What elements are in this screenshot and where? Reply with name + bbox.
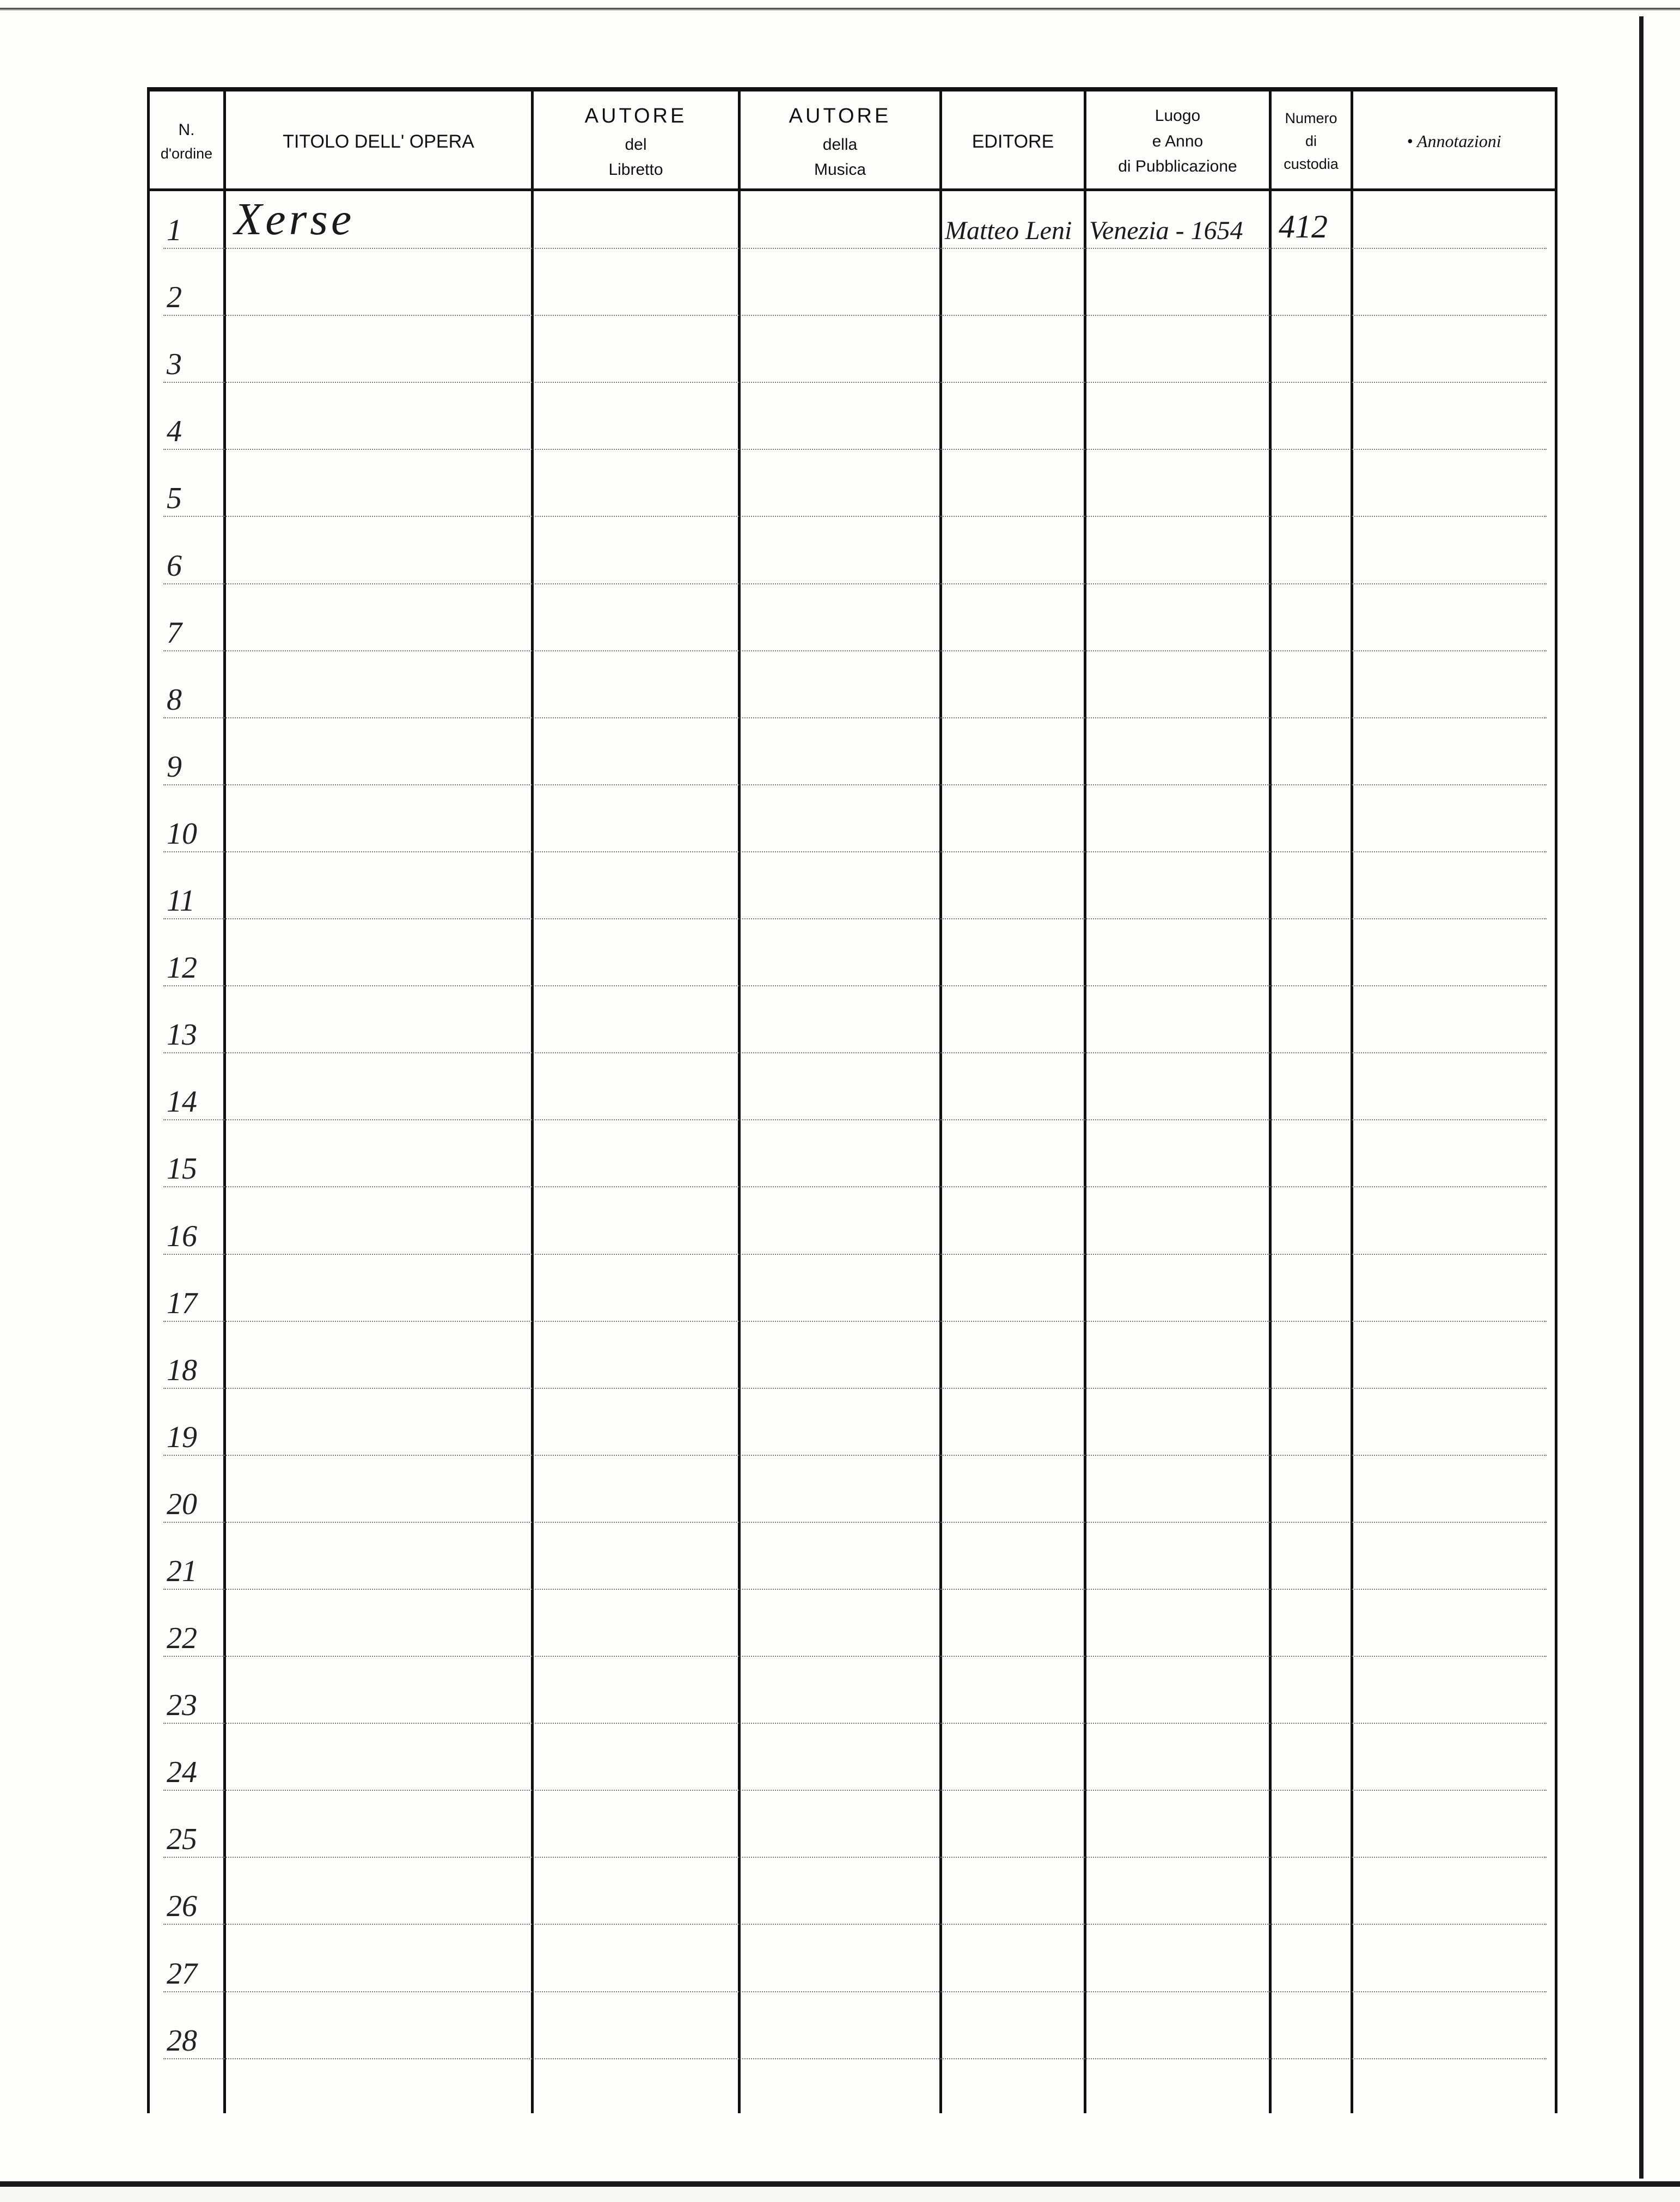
row-dotted-rule (163, 248, 1547, 249)
row-number: 10 (167, 816, 197, 851)
row-number: 18 (167, 1353, 197, 1387)
row-number: 6 (167, 548, 182, 583)
scan-edge-bottom-band (0, 2187, 1680, 2202)
table-row (147, 996, 1557, 1063)
row-dotted-rule (163, 1186, 1547, 1187)
header-composer-line2: della (822, 135, 858, 154)
row-number: 19 (167, 1420, 197, 1454)
entry-publisher: Matteo Leni (945, 216, 1072, 246)
row-dotted-rule (163, 1522, 1547, 1523)
scan-edge-top (0, 0, 1680, 13)
row-dotted-rule (163, 918, 1547, 919)
entry-place-year: Venezia - 1654 (1089, 216, 1243, 246)
table-row (147, 259, 1557, 326)
table-row (147, 1801, 1557, 1868)
row-dotted-rule (163, 382, 1547, 383)
header-order-line1: N. (178, 120, 195, 139)
row-dotted-rule (163, 985, 1547, 986)
table-row (147, 2002, 1557, 2069)
row-dotted-rule (163, 1589, 1547, 1590)
row-number: 2 (167, 280, 182, 315)
row-dotted-rule (163, 717, 1547, 718)
row-dotted-rule (163, 1991, 1547, 1992)
row-dotted-rule (163, 784, 1547, 785)
header-place-year (1086, 98, 1269, 185)
table-row (147, 1197, 1557, 1264)
row-number: 26 (167, 1889, 197, 1924)
header-custody-line3: custodia (1284, 155, 1339, 172)
row-dotted-rule (163, 1052, 1547, 1053)
table-body (147, 192, 1557, 2069)
row-number: 21 (167, 1554, 197, 1588)
table-row (147, 594, 1557, 661)
header-place-line3: di Pubblicazione (1118, 157, 1237, 176)
table-row (147, 795, 1557, 862)
header-librettist-line1: AUTORE (584, 105, 687, 128)
header-publisher (942, 98, 1084, 185)
table-row (147, 460, 1557, 527)
row-dotted-rule (163, 1321, 1547, 1322)
table-row (147, 1265, 1557, 1332)
table-row (147, 1935, 1557, 2002)
table-row (147, 1399, 1557, 1466)
register-table (147, 87, 1557, 2113)
row-number: 12 (167, 951, 197, 985)
row-dotted-rule (163, 315, 1547, 316)
row-dotted-rule (163, 851, 1547, 852)
row-number: 24 (167, 1755, 197, 1790)
header-librettist-line2: del (625, 135, 647, 154)
header-custody (1272, 98, 1351, 185)
header-librettist-line3: Libretto (608, 161, 663, 179)
row-number: 11 (167, 884, 195, 918)
table-row (147, 1667, 1557, 1734)
header-librettist (534, 98, 738, 185)
row-number: 17 (167, 1286, 197, 1320)
table-row (147, 1063, 1557, 1130)
row-number: 28 (167, 2023, 197, 2058)
row-dotted-rule (163, 516, 1547, 517)
row-number: 3 (167, 347, 182, 382)
header-order-number (150, 98, 223, 185)
row-dotted-rule (163, 1790, 1547, 1791)
row-number: 25 (167, 1822, 197, 1857)
header-composer-line3: Musica (814, 161, 866, 179)
header-order-line2: d'ordine (160, 145, 213, 162)
row-dotted-rule (163, 1656, 1547, 1657)
row-number: 7 (167, 615, 182, 650)
row-number: 14 (167, 1085, 197, 1119)
header-composer-line1: AUTORE (789, 105, 891, 128)
header-place-line2: e Anno (1152, 132, 1204, 150)
table-row (147, 393, 1557, 460)
header-publisher-text: EDITORE (972, 131, 1054, 152)
row-number: 23 (167, 1688, 197, 1723)
table-row (147, 1533, 1557, 1600)
row-dotted-rule (163, 1455, 1547, 1456)
row-number: 16 (167, 1219, 197, 1253)
row-number: 5 (167, 481, 182, 516)
row-number: 27 (167, 1956, 197, 1991)
table-row (147, 192, 1557, 259)
row-number: 22 (167, 1621, 197, 1656)
table-row (147, 326, 1557, 393)
header-notes-text: • Annotazioni (1407, 131, 1501, 151)
row-dotted-rule (163, 583, 1547, 584)
table-row (147, 1600, 1557, 1667)
table-row (147, 1332, 1557, 1399)
header-title-text: TITOLO DELL' OPERA (283, 131, 474, 152)
row-number: 15 (167, 1152, 197, 1186)
header-custody-line1: Numero (1285, 110, 1337, 127)
table-row (147, 862, 1557, 929)
scan-edge-right (1639, 16, 1644, 2179)
row-dotted-rule (163, 1857, 1547, 1858)
row-dotted-rule (163, 650, 1547, 651)
header-place-line1: Luogo (1154, 107, 1201, 125)
header-composer (741, 98, 939, 185)
table-row (147, 527, 1557, 594)
table-row (147, 929, 1557, 996)
row-dotted-rule (163, 1254, 1547, 1255)
row-dotted-rule (163, 449, 1547, 450)
row-dotted-rule (163, 1388, 1547, 1389)
row-number: 20 (167, 1487, 197, 1521)
entry-title: Xerse (234, 194, 355, 245)
header-custody-line2: di (1305, 133, 1317, 150)
row-number: 9 (167, 749, 182, 784)
row-dotted-rule (163, 1723, 1547, 1724)
row-number: 1 (167, 214, 182, 248)
header-title (226, 98, 531, 185)
row-dotted-rule (163, 1924, 1547, 1925)
row-dotted-rule (163, 1119, 1547, 1120)
entry-custody-number: 412 (1279, 209, 1328, 245)
row-number: 4 (167, 414, 182, 449)
table-row (147, 1868, 1557, 1935)
table-top-rule (147, 87, 1557, 92)
row-number: 8 (167, 682, 182, 717)
header-notes (1353, 98, 1555, 185)
row-number: 13 (167, 1018, 197, 1052)
row-dotted-rule (163, 2058, 1547, 2059)
header-bottom-rule (147, 188, 1557, 191)
table-row (147, 728, 1557, 795)
scan-edge-bottom (0, 2181, 1680, 2187)
table-row (147, 1130, 1557, 1197)
table-row (147, 661, 1557, 728)
table-row (147, 1466, 1557, 1533)
table-row (147, 1734, 1557, 1801)
